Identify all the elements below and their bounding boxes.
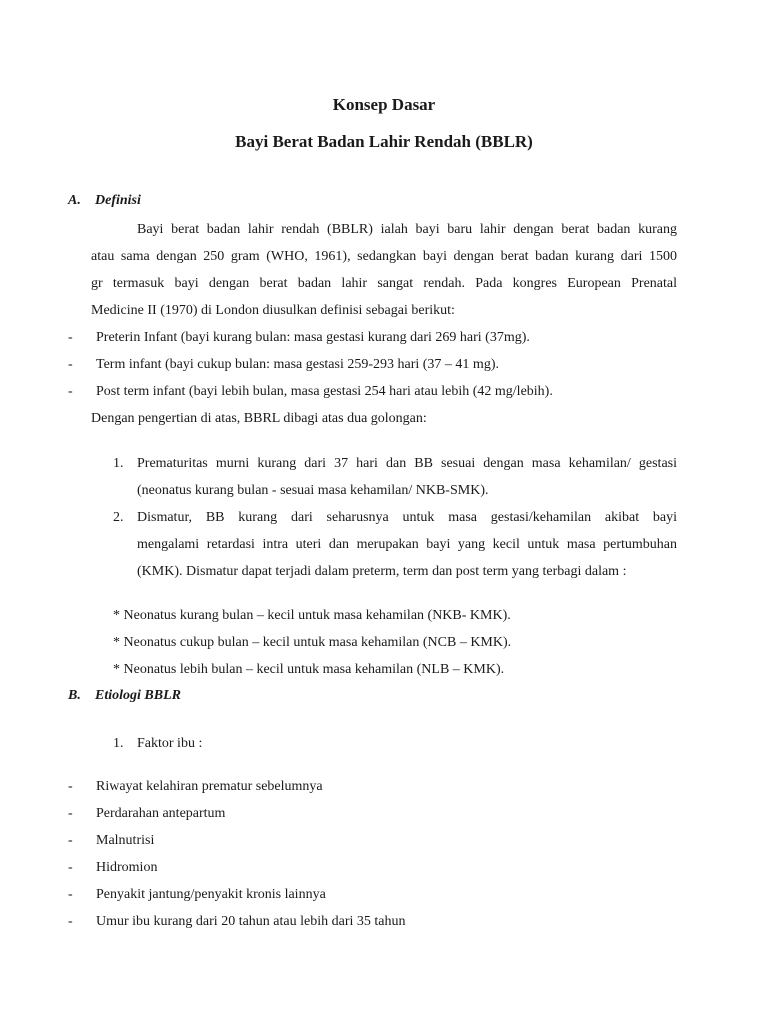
list-number: 2. — [113, 510, 124, 525]
section-a-heading — [68, 193, 141, 209]
document-subtitle: Bayi Berat Badan Lahir Rendah (BBLR) — [235, 132, 533, 151]
dash-bullet: - — [68, 357, 73, 372]
dash-bullet: - — [68, 384, 73, 399]
section-b-letter: B. — [68, 688, 81, 703]
classification-intro: Dengan pengertian di atas, BBRL dibagi atas dua golongan: — [91, 411, 427, 426]
numbered-item-line: (neonatus kurang bulan - sesuai masa kehamilan/ NKB-SMK). — [137, 483, 489, 498]
star-item: * Neonatus cukup bulan – kecil untuk masa kehamilan (NCB – KMK). — [113, 635, 512, 650]
list-item: Riwayat kelahiran prematur sebelumnya — [96, 779, 323, 794]
dash-bullet: - — [68, 330, 73, 345]
factor-label: Faktor ibu : — [137, 736, 203, 751]
list-item: Term infant (bayi cukup bulan: masa gestasi 259-293 hari (37 – 41 mg). — [96, 357, 499, 372]
section-b-heading — [68, 688, 181, 704]
numbered-item-line: mengalami retardasi intra uteri dan merupakan bayi yang kecil untuk masa pertumbuhan — [137, 537, 677, 552]
numbered-item-line: (KMK). Dismatur dapat terjadi dalam preterm, term dan post term yang terbagi dalam : — [137, 564, 627, 579]
dash-bullet: - — [68, 914, 73, 929]
paragraph-line: atau sama dengan 250 gram (WHO, 1961), sedangkan bayi dengan berat badan kurang dari 1500 — [91, 249, 677, 264]
list-item: Malnutrisi — [96, 833, 155, 848]
section-b-title: Etiologi BBLR — [95, 688, 181, 703]
list-item: Perdarahan antepartum — [96, 806, 226, 821]
list-number: 1. — [113, 456, 124, 471]
dash-bullet: - — [68, 860, 73, 875]
document-title: Konsep Dasar — [332, 95, 436, 114]
list-number: 1. — [113, 736, 124, 751]
dash-bullet: - — [68, 779, 73, 794]
star-item: * Neonatus lebih bulan – kecil untuk masa kehamilan (NLB – KMK). — [113, 662, 505, 677]
dash-bullet: - — [68, 806, 73, 821]
paragraph-line: Bayi berat badan lahir rendah (BBLR) ialah bayi baru lahir dengan berat badan kurang — [137, 222, 677, 237]
dash-bullet: - — [68, 887, 73, 902]
paragraph-line: Medicine II (1970) di London diusulkan definisi sebagai berikut: — [91, 303, 455, 318]
numbered-item-line: Dismatur, BB kurang dari seharusnya untuk masa gestasi/kehamilan akibat bayi — [137, 510, 677, 525]
list-item: Preterin Infant (bayi kurang bulan: masa gestasi kurang dari 269 hari (37mg). — [96, 330, 530, 345]
list-item: Hidromion — [96, 860, 158, 875]
list-item: Penyakit jantung/penyakit kronis lainnya — [96, 887, 326, 902]
dash-bullet: - — [68, 833, 73, 848]
numbered-item-line: Prematuritas murni kurang dari 37 hari dan BB sesuai dengan masa kehamilan/ gestasi — [137, 456, 677, 471]
section-a-letter: A. — [68, 193, 81, 208]
list-item: Post term infant (bayi lebih bulan, masa gestasi 254 hari atau lebih (42 mg/lebih). — [96, 384, 553, 399]
paragraph-line: gr termasuk bayi dengan berat badan lahir sangat rendah. Pada kongres European Prenatal — [91, 276, 677, 291]
section-a-title: Definisi — [95, 193, 141, 208]
star-item: * Neonatus kurang bulan – kecil untuk masa kehamilan (NKB- KMK). — [113, 608, 511, 623]
list-item: Umur ibu kurang dari 20 tahun atau lebih dari 35 tahun — [96, 914, 406, 929]
